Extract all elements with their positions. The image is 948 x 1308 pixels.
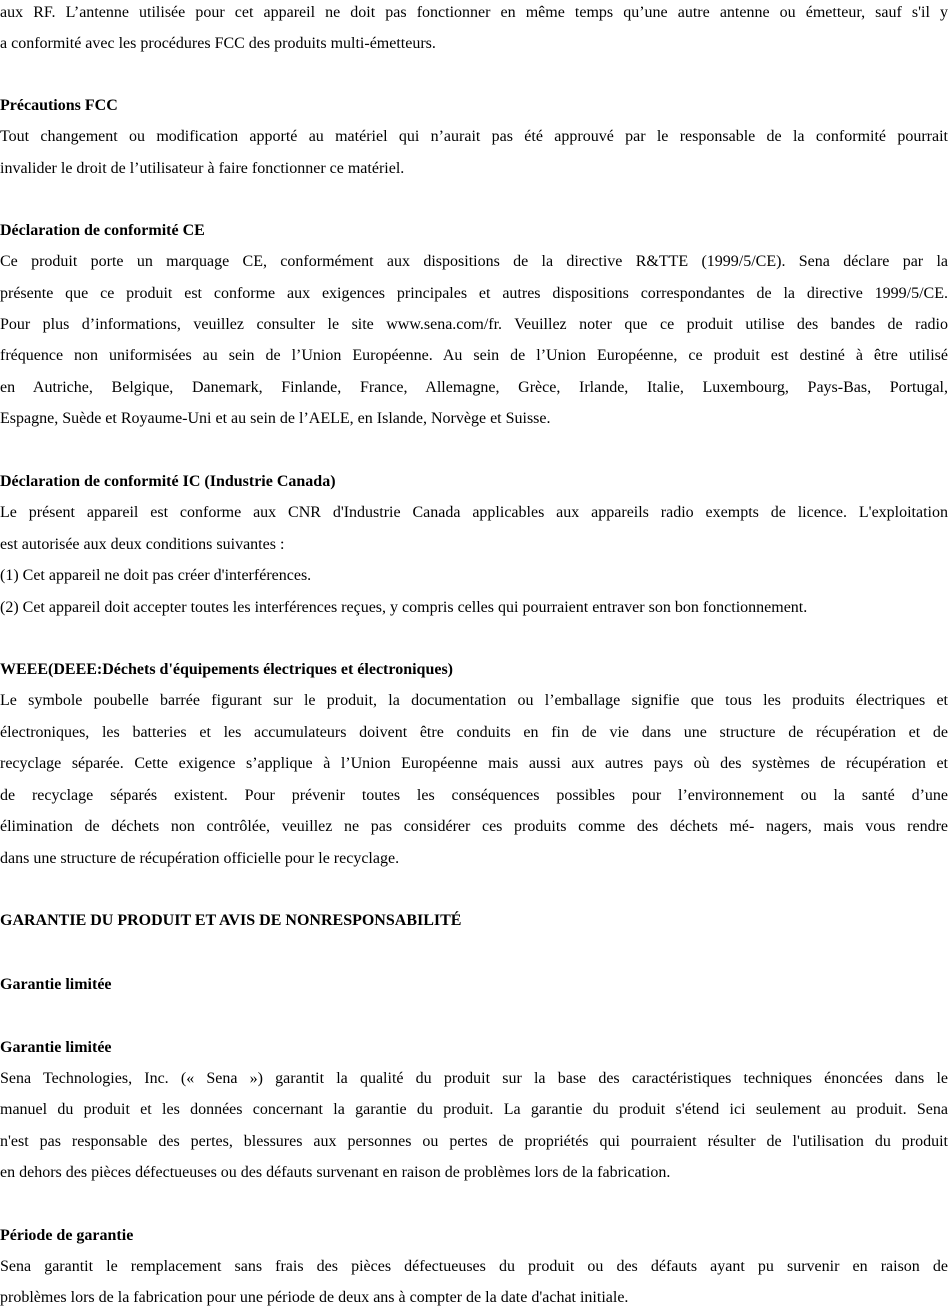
paragraph-line: Tout changement ou modification apporté au matériel qui n’aurait pas été approuvé par le responsable de la conformité pourrait [0, 128, 948, 145]
paragraph-line: Sena Technologies, Inc. (« Sena ») garantit la qualité du produit sur la base des caractéristiques techniques énoncées dans le [0, 1070, 948, 1087]
paragraph-line: aux RF. L’antenne utilisée pour cet appareil ne doit pas fonctionner en même temps qu’une autre antenne ou émetteur, sauf s'il y [0, 4, 948, 21]
paragraph-line: Pour plus d’informations, veuillez consulter le site www.sena.com/fr. Veuillez noter que ce produit utilise des bandes de radio [0, 316, 948, 333]
heading-ic-declaration: Déclaration de conformité IC (Industrie Canada) [0, 473, 336, 490]
paragraph-line: dans une structure de récupération officielle pour le recyclage. [0, 850, 400, 867]
paragraph-line: (2) Cet appareil doit accepter toutes les interférences reçues, y compris celles qui pourraient entraver son bon fonctionnement. [0, 599, 808, 616]
paragraph-line: a conformité avec les procédures FCC des produits multi-émetteurs. [0, 35, 436, 52]
paragraph-line: manuel du produit et les données concernant la garantie du produit. La garantie du produit s'étend ici seulement au produit. Sena [0, 1101, 948, 1118]
paragraph-line: élimination de déchets non contrôlée, veuillez ne pas considérer ces produits comme des déchets mé- nagers, mais vous rendre [0, 818, 948, 835]
paragraph-line: n'est pas responsable des pertes, blessures aux personnes ou pertes de propriétés qui pourraient résulter de l'utilisation du produit [0, 1133, 948, 1150]
paragraph-line: Ce produit porte un marquage CE, conformément aux dispositions de la directive R&TTE (1999/5/CE). Sena déclare par la [0, 253, 948, 270]
paragraph-line: problèmes lors de la fabrication pour une période de deux ans à compter de la date d'achat initiale. [0, 1289, 629, 1306]
heading-ce-declaration: Déclaration de conformité CE [0, 222, 205, 239]
paragraph-line: Le présent appareil est conforme aux CNR d'Industrie Canada applicables aux appareils radio exempts de licence. L'exploitation [0, 504, 948, 521]
paragraph-line: fréquence non uniformisées au sein de l’Union Européenne. Au sein de l’Union Européenne, ce produit est destiné à être utilisé [0, 347, 948, 364]
heading-limited-warranty: Garantie limitée [0, 1039, 112, 1056]
paragraph-line: (1) Cet appareil ne doit pas créer d'interférences. [0, 567, 312, 584]
heading-warranty-period: Période de garantie [0, 1227, 134, 1244]
paragraph-line: Le symbole poubelle barrée figurant sur le produit, la documentation ou l’emballage signifie que tous les produits électriques et [0, 692, 948, 709]
paragraph-line: recyclage séparée. Cette exigence s’applique à l’Union Européenne mais aussi aux autres pays où des systèmes de récupération et [0, 755, 948, 772]
paragraph-line: Espagne, Suède et Royaume-Uni et au sein de l’AELE, en Islande, Norvège et Suisse. [0, 410, 551, 427]
paragraph-line: est autorisée aux deux conditions suivantes : [0, 536, 285, 553]
paragraph-line: en Autriche, Belgique, Danemark, Finlande, France, Allemagne, Grèce, Irlande, Italie, Luxembourg, Pays-Bas, Portugal, [0, 379, 948, 396]
heading-weee: WEEE(DEEE:Déchets d'équipements électriques et électroniques) [0, 661, 453, 678]
paragraph-line: de recyclage séparés existent. Pour prévenir toutes les conséquences possibles pour l’environnement ou la santé d’une [0, 787, 948, 804]
paragraph-line: Sena garantit le remplacement sans frais des pièces défectueuses du produit ou des défauts ayant pu survenir en raison de [0, 1258, 948, 1275]
paragraph-line: présente que ce produit est conforme aux exigences principales et autres dispositions correspondantes de la directive 1999/5/CE. [0, 285, 948, 302]
heading-warranty-disclaimer: GARANTIE DU PRODUIT ET AVIS DE NONRESPONSABILITÉ [0, 912, 462, 929]
heading-limited-warranty: Garantie limitée [0, 976, 112, 993]
paragraph-line: électroniques, les batteries et les accumulateurs doivent être conduits en fin de vie dans une structure de récupération et de [0, 724, 948, 741]
paragraph-line: en dehors des pièces défectueuses ou des défauts survenant en raison de problèmes lors de la fabrication. [0, 1164, 671, 1181]
heading-fcc-precautions: Précautions FCC [0, 97, 118, 114]
paragraph-line: invalider le droit de l’utilisateur à faire fonctionner ce matériel. [0, 160, 405, 177]
